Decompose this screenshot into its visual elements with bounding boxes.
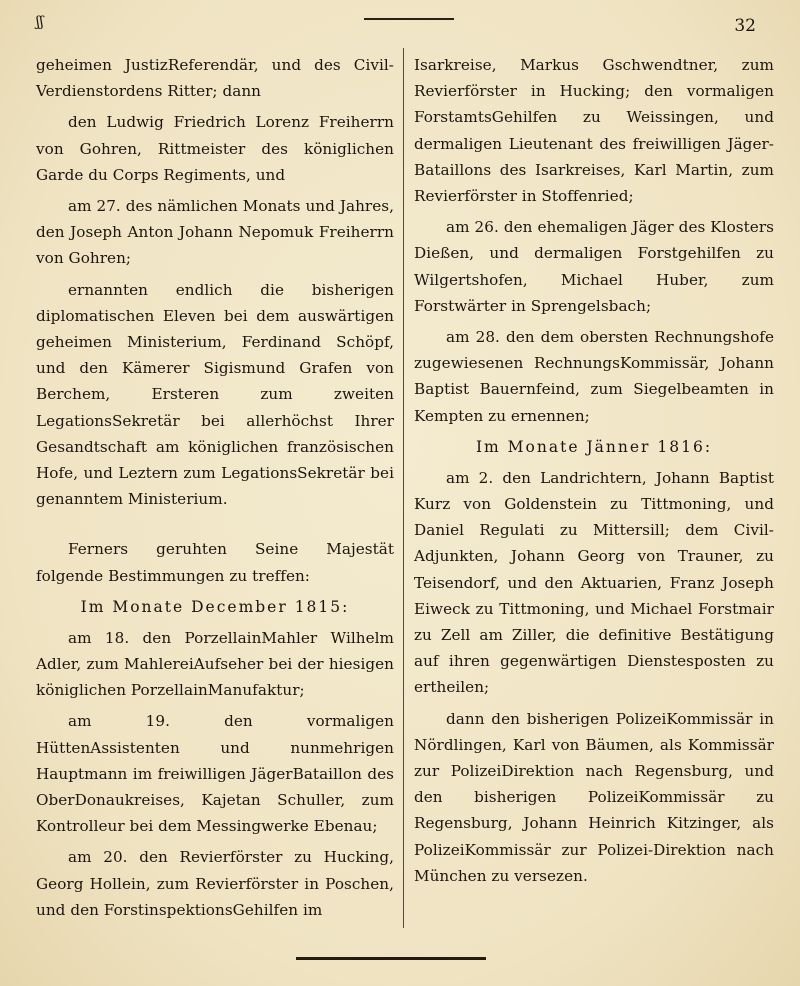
- paragraph: ernannten endlich die bisherigen diplomatischen Eleven bei dem auswärtigen geheimen Ministerium, Ferdinand Schöpf, und den Kämerer Sigismund Grafen von Berchem, Ersteren zum zweiten LegationsSekretär bei allerhöchst Ihrer Gesandtschaft am königlichen französischen Hofe, und Leztern zum LegationsSekretär bei genanntem Ministerium.: [36, 280, 394, 509]
- paragraph: Ferners geruhten Seine Majestät folgende Bestimmungen zu treffen:: [36, 540, 394, 585]
- paragraph: am 18. den PorzellainMahler Wilhelm Adler, zum MahlereiAufseher bei der hiesigen königlichen PorzellainManufaktur;: [36, 628, 394, 700]
- paragraph: am 26. den ehemaligen Jäger des Klosters Dießen, und dermaligen Forstgehilfen zu Wilgertshofen, Michael Huber, zum Forstwärter in Sprengelsbach;: [414, 218, 774, 315]
- section-heading: Im Monate December 1815:: [80, 597, 350, 616]
- bottom-rule: [296, 957, 486, 960]
- paragraph: den Ludwig Friedrich Lorenz Freiherrn von Gohren, Rittmeister des königlichen Garde du Corps Regiments, und: [36, 113, 394, 184]
- paragraph: dann den bisherigen PolizeiKommissär in Nördlingen, Karl von Bäumen, als Kommissär zur PolizeiDirektion nach Regensburg, und den bisherigen PolizeiKommissär zu Regensburg, Johann Heinrich Kitzinger, als PolizeiKommissär zur Polizei-Direktion nach München zu versezen.: [414, 709, 774, 885]
- page-left-number: ʃʃ: [36, 14, 44, 30]
- top-rule: [364, 18, 454, 20]
- right-column: [414, 52, 774, 894]
- column-divider: [403, 48, 404, 928]
- paragraph: am 19. den vormaligen HüttenAssistenten und nunmehrigen Hauptmann im freiwilligen JägerBataillon des OberDonaukreises, Kajetan Schuller, zum Kontrolleur bei dem Messingwerke Ebenau;: [36, 712, 394, 836]
- left-column: [36, 52, 394, 928]
- page-number: 32: [734, 16, 756, 36]
- paragraph: Isarkreise, Markus Gschwendtner, zum Revierförster in Hucking; den vormaligen ForstamtsGehilfen zu Weissingen, und dermaligen Lieutenant des freiwilligen Jäger-Bataillons des Isarkreises, Karl Martin, zum Revierförster in Stoffenried;: [414, 56, 774, 206]
- paragraph: am 27. des nämlichen Monats und Jahres, den Joseph Anton Johann Nepomuk Freiherrn von Gohren;: [36, 197, 394, 268]
- paragraph: am 2. den Landrichtern, Johann Baptist Kurz von Goldenstein zu Tittmoning, und Daniel Regulati zu Mittersill; dem Civil-Adjunkten, Johann Georg von Trauner, zu Teisendorf, und den Aktuarien, Franz Joseph Eiweck zu Tittmoning, und Michael Forstmair zu Zell am Ziller, die definitive Bestätigung auf ihren gegenwärtigen Dienstesposten zu ertheilen;: [414, 468, 774, 697]
- paragraph: am 20. den Revierförster zu Hucking, Georg Hollein, zum Revierförster in Poschen, und den ForstinspektionsGehilfen im: [36, 848, 394, 919]
- paragraph: geheimen JustizReferendär, und des Civil-Verdienstordens Ritter; dann: [36, 56, 394, 101]
- paragraph: am 28. den dem obersten Rechnungshofe zugewiesenen RechnungsKommissär, Johann Baptist Bauernfeind, zum Siegelbeamten in Kempten zu ernennen;: [414, 328, 774, 425]
- section-heading: Im Monate Jänner 1816:: [475, 437, 713, 456]
